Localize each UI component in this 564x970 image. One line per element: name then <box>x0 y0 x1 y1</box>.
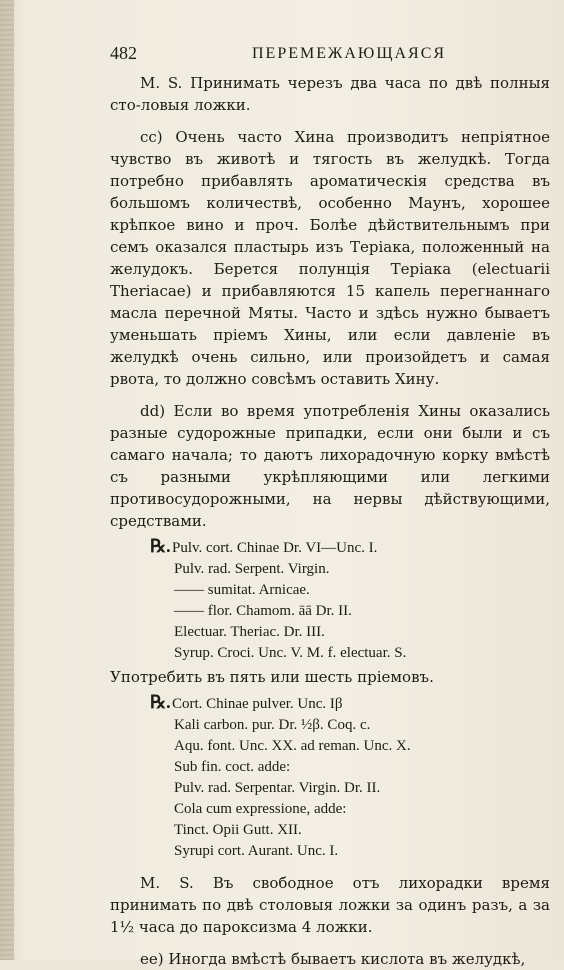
recipe-line: Kali carbon. pur. Dr. ½β. Coq. c. <box>174 717 371 733</box>
recipe-symbol: ℞. <box>150 536 171 556</box>
recipe-line: Electuar. Theriac. Dr. III. <box>174 624 325 640</box>
recipe-line: Cola cum expressione, adde: <box>174 801 347 817</box>
recipe-line: Sub fin. coct. adde: <box>174 759 291 775</box>
recipe-line: ℞.Cort. Chinae pulver. Unc. Iβ <box>150 692 343 712</box>
recipe-2 <box>110 692 550 862</box>
recipe-line: Pulv. rad. Serpentar. Virgin. Dr. II. <box>174 780 381 796</box>
recipe-symbol: ℞. <box>150 692 171 712</box>
paragraph-ms-intro: M. S. Принимать черезъ два часа по двѣ полныя сто-ловыя ложки. <box>110 74 550 114</box>
recipe-line: Syrup. Croci. Unc. V. M. f. electuar. S. <box>174 645 407 661</box>
recipe-line: Tinct. Opii Gutt. XII. <box>174 822 302 838</box>
recipe-line: Pulv. rad. Serpent. Virgin. <box>174 561 330 577</box>
recipe-line: ℞.Pulv. cort. Chinae Dr. VI—Unc. I. <box>150 536 378 556</box>
page-content <box>110 42 550 970</box>
page-number: 482 <box>110 43 137 63</box>
recipe-line: —— flor. Chamom. āā Dr. II. <box>174 603 352 619</box>
recipe-line: —— sumitat. Arnicae. <box>174 582 310 598</box>
paragraph-ee: ee) Иногда вмѣстѣ бываетъ кислота въ желудкѣ, <box>140 950 526 968</box>
recipe-line: Aqu. font. Unc. XX. ad reman. Unc. X. <box>174 738 411 754</box>
paragraph-dd: dd) Если во время употребленія Хины оказались разные судорожные припадки, если они были и съ самаго начала; то даютъ лихорадочную корку вмѣстѣ съ разными укрѣпляющими или легкими противосудорожными, на нервы дѣйствующими, средствами. <box>110 402 550 530</box>
paragraph-cc: cc) Очень часто Хина производитъ непріятное чувство въ животѣ и тягость въ желудкѣ. Тогда потребно прибавлять ароматическія средства въ большомъ количествѣ, особенно Маунъ, хорошее крѣпкое вино и проч. Болѣе дѣйствительнымъ при семъ оказался пластырь изъ Теріака, положенный на желудокъ. Берется полунція Теріака (electuarii Theriacae) и прибавляются 15 капель перегнаннаго масла перечной Мяты. Часто и здѣсь нужно бываетъ уменьшать пріемъ Хины, или если давленіе въ желудкѣ очень сильно, или произойдетъ и самая рвота, то должно совсѣмъ оставить Хину. <box>110 128 550 388</box>
paragraph-ms2: M. S. Въ свободное отъ лихорадки время принимать по двѣ столовыя ложки за одинъ разъ, а за 1½ часа до пароксизма 4 ложки. <box>110 874 550 936</box>
instruction-1: Употребить въ пять или шесть пріемовъ. <box>110 668 434 686</box>
recipe-line: Syrupi cort. Aurant. Unc. I. <box>174 843 339 859</box>
running-title: ПЕРЕМЕЖАЮЩАЯСЯ <box>252 45 447 62</box>
recipe-1 <box>110 536 550 664</box>
page-header <box>110 42 550 72</box>
page-binding-edge <box>0 0 14 960</box>
